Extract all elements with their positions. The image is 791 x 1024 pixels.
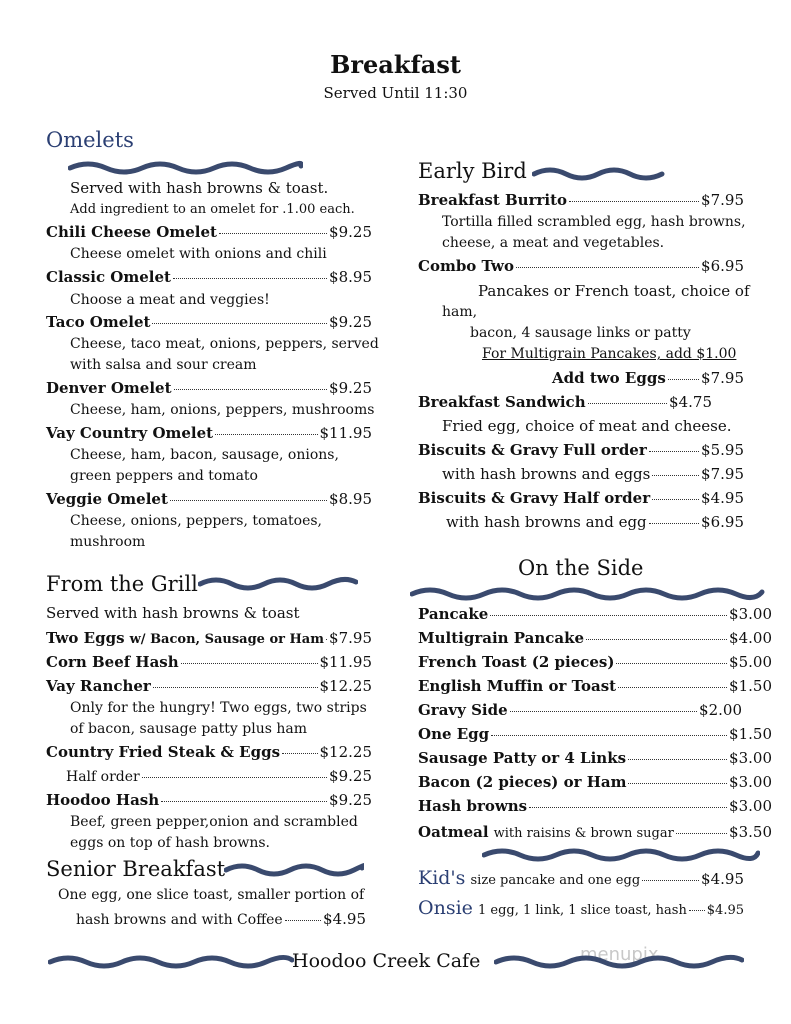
item-price: $4.95: [706, 903, 744, 918]
item-price: $9.25: [329, 223, 372, 241]
menu-item: [418, 257, 744, 275]
page-subtitle: Served Until 11:30: [323, 84, 468, 102]
menu-item: [418, 605, 772, 623]
item-name: French Toast (2 pieces): [418, 653, 615, 671]
item-price: $3.00: [729, 749, 772, 767]
item-name: Vay Country Omelet: [46, 424, 214, 442]
item-price: $8.95: [329, 268, 372, 286]
item-extra: with raisins & brown sugar: [493, 826, 674, 841]
item-name: Add two Eggs: [552, 369, 666, 387]
menu-item: [418, 677, 772, 695]
item-price: $12.25: [319, 677, 372, 695]
item-description: of bacon, sausage patty plus ham: [70, 721, 307, 737]
item-extra: w/ Bacon, Sausage or Ham: [129, 632, 324, 647]
grill-note: Served with hash browns & toast: [46, 604, 300, 622]
menu-item: [418, 797, 772, 815]
item-price: $7.95: [701, 465, 744, 483]
item-price: $7.95: [701, 191, 744, 209]
item-description: Choose a meat and veggies!: [70, 292, 270, 308]
menu-item: [46, 268, 372, 286]
menu-item: [46, 313, 372, 331]
item-price: $4.75: [669, 393, 712, 411]
item-name: Corn Beef Hash: [46, 653, 179, 671]
item-price: $1.50: [729, 677, 772, 695]
item-price: $11.95: [319, 424, 372, 442]
menu-item: [46, 424, 372, 442]
item-price: $6.95: [701, 257, 744, 275]
item-description: hash browns and with Coffee: [76, 912, 283, 928]
item-price: $7.95: [329, 629, 372, 647]
item-description: 1 egg, 1 link, 1 slice toast, hash: [477, 903, 687, 918]
item-price: $4.95: [701, 489, 744, 507]
item-name: Bacon (2 pieces) or Ham: [418, 773, 627, 791]
wave-divider: [532, 164, 667, 182]
item-description: Cheese, ham, onions, peppers, mushrooms: [70, 402, 375, 418]
menu-item: [76, 910, 366, 928]
item-price: $2.00: [699, 701, 742, 719]
item-description: Beef, green pepper,onion and scrambled: [70, 814, 358, 830]
section-title-side: On the Side: [518, 556, 644, 580]
item-name: Biscuits & Gravy Half order: [418, 489, 651, 507]
omelets-note: Add ingredient to an omelet for .1.00 each.: [70, 202, 355, 217]
item-description: ham,: [442, 304, 478, 320]
wave-divider: [198, 574, 358, 592]
menu-item: [418, 441, 744, 459]
menu-item: [552, 369, 744, 387]
item-price: $5.95: [701, 441, 744, 459]
item-name: Veggie Omelet: [46, 490, 168, 508]
item-price: $9.25: [329, 379, 372, 397]
item-name: Two Eggs: [46, 629, 125, 647]
item-name: Hoodoo Hash: [46, 791, 160, 809]
item-price: $5.00: [729, 653, 772, 671]
item-name: Classic Omelet: [46, 268, 171, 286]
menu-item: [418, 773, 772, 791]
item-name: English Muffin or Toast: [418, 677, 617, 695]
item-description: Pancakes or French toast, choice of: [478, 282, 750, 300]
menu-item: [418, 489, 744, 507]
item-price: $8.95: [329, 490, 372, 508]
item-name: Biscuits & Gravy Full order: [418, 441, 647, 459]
item-description: with hash browns and egg: [446, 513, 647, 531]
item-name: One Egg: [418, 725, 490, 743]
item-description: Fried egg, choice of meat and cheese.: [442, 417, 732, 435]
item-description: eggs on top of hash browns.: [70, 835, 270, 851]
menu-item: [418, 191, 744, 209]
item-price: $3.00: [729, 605, 772, 623]
item-description: with hash browns and eggs: [442, 465, 651, 483]
item-name: Taco Omelet: [46, 313, 151, 331]
item-price: $3.00: [729, 797, 772, 815]
menu-item: [66, 767, 372, 785]
item-description: Tortilla filled scrambled egg, hash browns,: [442, 214, 746, 230]
menu-item: [46, 653, 372, 671]
item-description: Cheese omelet with onions and chili: [70, 246, 327, 262]
wave-divider: [410, 584, 765, 602]
menu-item: [46, 223, 372, 241]
item-description: bacon, 4 sausage links or patty: [470, 325, 691, 341]
omelets-note: Served with hash browns & toast.: [70, 179, 329, 197]
item-name: Multigrain Pancake: [418, 629, 585, 647]
item-name: Gravy Side: [418, 701, 508, 719]
section-title-early-bird: Early Bird: [418, 159, 527, 183]
item-description: Cheese, onions, peppers, tomatoes,: [70, 513, 323, 529]
menu-item: [418, 653, 772, 671]
item-name: Onsie: [418, 897, 473, 919]
item-name: Sausage Patty or 4 Links: [418, 749, 627, 767]
menu-item: [418, 897, 744, 919]
item-name: Denver Omelet: [46, 379, 172, 397]
wave-divider: [224, 860, 364, 878]
item-price: $7.95: [701, 369, 744, 387]
menu-item: [418, 822, 772, 841]
item-name: Half order: [66, 769, 140, 785]
menu-item: [46, 628, 372, 647]
item-price: $4.95: [323, 910, 366, 928]
item-name: Hash browns: [418, 797, 528, 815]
item-price: $4.00: [729, 629, 772, 647]
menu-item: [46, 677, 372, 695]
item-price: $1.50: [729, 725, 772, 743]
item-price: $9.25: [329, 791, 372, 809]
item-price: $6.95: [701, 513, 744, 531]
senior-description: One egg, one slice toast, smaller portion of: [58, 887, 365, 903]
item-name: Vay Rancher: [46, 677, 151, 695]
item-description: with salsa and sour cream: [70, 357, 257, 373]
item-description: cheese, a meat and vegetables.: [442, 235, 665, 251]
item-description: green peppers and tomato: [70, 468, 258, 484]
menu-item: [46, 379, 372, 397]
item-price: $9.25: [329, 767, 372, 785]
item-name: Chili Cheese Omelet: [46, 223, 217, 241]
menu-item: [418, 725, 772, 743]
item-price: $3.00: [729, 773, 772, 791]
menu-item: [446, 513, 744, 531]
item-price: $4.95: [701, 870, 744, 888]
section-title-senior: Senior Breakfast: [46, 857, 226, 881]
item-price: $12.25: [319, 743, 372, 761]
item-name: Country Fried Steak & Eggs: [46, 743, 281, 761]
page-title: Breakfast: [330, 50, 461, 79]
menu-item: [46, 490, 372, 508]
menu-item: [418, 629, 772, 647]
item-description: Only for the hungry! Two eggs, two strips: [70, 700, 367, 716]
item-name: Kid's: [418, 867, 466, 889]
item-name: Pancake: [418, 605, 489, 623]
multigrain-note: For Multigrain Pancakes, add $1.00: [482, 346, 737, 362]
wave-divider: [68, 158, 303, 176]
section-title-grill: From the Grill: [46, 572, 198, 596]
wave-divider: [494, 952, 744, 970]
item-description: Cheese, ham, bacon, sausage, onions,: [70, 447, 339, 463]
wave-divider: [48, 952, 294, 970]
wave-divider: [482, 845, 760, 863]
footer-cafe-name: Hoodoo Creek Cafe: [292, 950, 481, 972]
item-description: mushroom: [70, 534, 146, 550]
item-name: Breakfast Sandwich: [418, 393, 586, 411]
item-description: Cheese, taco meat, onions, peppers, served: [70, 336, 379, 352]
watermark: menupix: [580, 944, 659, 965]
menu-item: [418, 393, 712, 411]
menu-item: [46, 791, 372, 809]
section-title-omelets: Omelets: [46, 128, 134, 152]
item-price: $3.50: [729, 823, 772, 841]
item-description: size pancake and one egg: [470, 873, 641, 888]
item-name: Oatmeal: [418, 823, 489, 841]
menu-item: [418, 749, 772, 767]
item-name: Breakfast Burrito: [418, 191, 568, 209]
item-name: Combo Two: [418, 257, 514, 275]
menu-item: [46, 743, 372, 761]
menu-item: [418, 867, 744, 889]
menu-item: [418, 701, 742, 719]
menu-item: [442, 465, 744, 483]
item-price: $9.25: [329, 313, 372, 331]
item-price: $11.95: [319, 653, 372, 671]
